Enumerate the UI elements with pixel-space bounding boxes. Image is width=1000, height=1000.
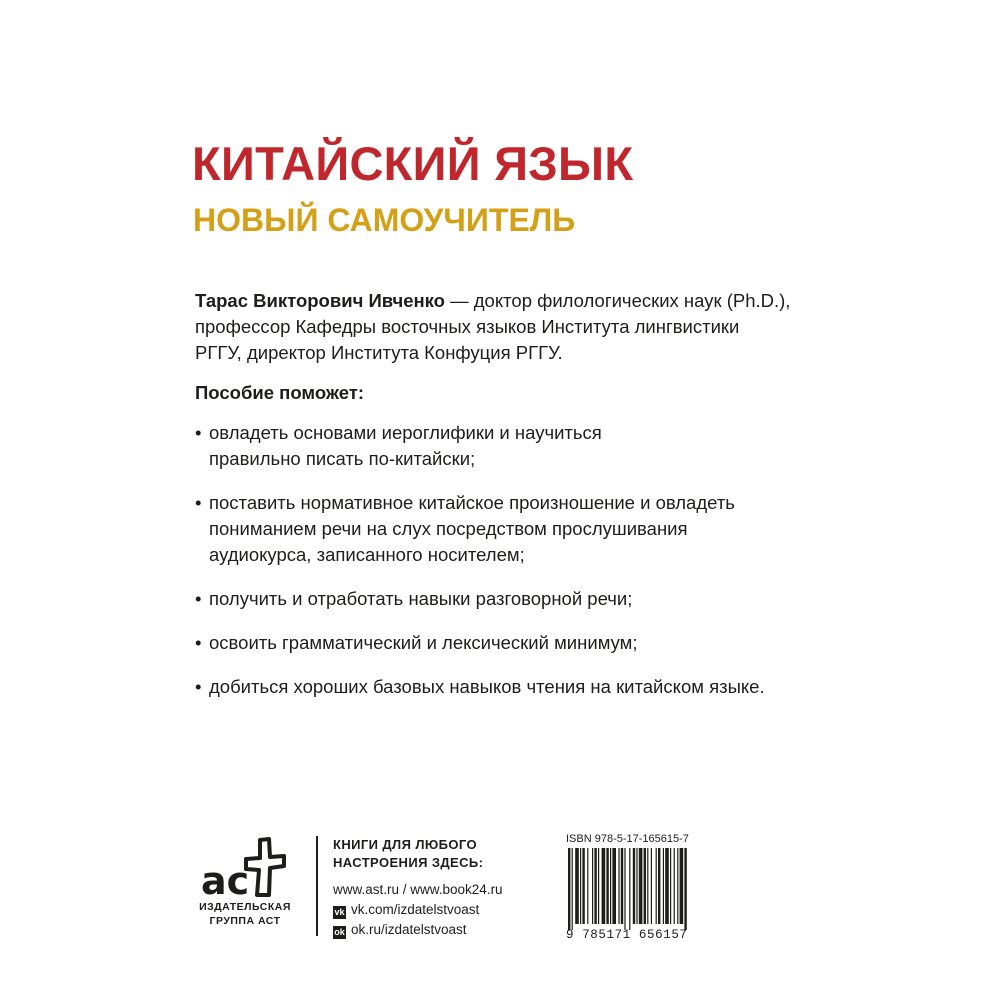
barcode-bar <box>575 848 579 924</box>
barcode-bar <box>618 848 619 924</box>
barcode-bar <box>606 848 608 924</box>
author-bio <box>195 288 835 366</box>
list-item-line: добиться хороших базовых навыков чтения на китайском языке. <box>209 676 765 697</box>
bullet-icon: • <box>195 492 202 513</box>
barcode-bar <box>587 848 588 924</box>
barcode-bar <box>656 848 657 924</box>
barcode-bar <box>677 848 678 924</box>
publisher-logo <box>195 836 295 928</box>
list-item-line: поставить нормативное китайское произношение и овладеть <box>209 492 735 513</box>
list-item-line: аудиокурса, записанного носителем; <box>209 544 525 565</box>
book-title: КИТАЙСКИЙ ЯЗЫК <box>192 137 634 190</box>
barcode-number: 9 785171 656157 <box>566 928 688 942</box>
barcode-bar <box>621 848 623 924</box>
barcode-bar <box>629 848 630 930</box>
barcode-bar <box>651 848 652 924</box>
barcode-bar <box>644 848 646 924</box>
author-bio-line: — доктор филологических наук (Ph.D.), <box>444 290 791 311</box>
barcode-bar <box>572 848 573 930</box>
barcode-bar <box>582 848 584 924</box>
vk-icon: vk <box>334 907 345 917</box>
barcode-bar <box>674 848 675 924</box>
footer-divider <box>316 836 318 936</box>
vk-link-text: vk.com/izdatelstvoast <box>351 902 480 917</box>
vk-link[interactable] <box>333 900 543 920</box>
barcode-bar <box>624 848 625 930</box>
bullet-icon: • <box>195 676 202 697</box>
barcode-bar <box>580 848 581 924</box>
list-item-line: овладеть основами иероглифики и научиться <box>209 422 602 443</box>
barcode-bar <box>680 848 684 924</box>
author-bio-line: профессор Кафедры восточных языков Института лингвистики <box>195 316 740 337</box>
list-item-line: правильно писать по-китайски; <box>209 448 476 469</box>
ok-link[interactable] <box>333 920 543 940</box>
barcode-bar <box>610 848 611 924</box>
barcode-bar <box>636 848 637 924</box>
barcode-bar <box>647 848 648 924</box>
isbn-text: ISBN 978-5-17-165615-7 <box>566 833 689 845</box>
barcode-bar <box>665 848 669 924</box>
author-bio-line: РГГУ, директор Института Конфуция РГГУ. <box>195 342 563 363</box>
isbn-barcode <box>566 832 706 942</box>
bullet-icon: • <box>195 632 202 653</box>
list-item <box>195 490 835 568</box>
svg-text:ac: ac <box>201 859 250 898</box>
barcode-bar <box>684 848 686 930</box>
list-item-line: освоить грамматический и лексический минимум; <box>209 632 638 653</box>
barcode-bar <box>598 848 599 924</box>
websites-link[interactable]: www.ast.ru / www.book24.ru <box>333 882 503 897</box>
author-name: Тарас Викторович Ивченко <box>195 290 445 311</box>
barcode-bar <box>612 848 616 924</box>
barcode-bar <box>658 848 660 924</box>
publisher-caption-line: ГРУППА АСТ <box>209 915 281 927</box>
book-subtitle: НОВЫЙ САМОУЧИТЕЛЬ <box>193 202 576 238</box>
list-item <box>195 586 835 612</box>
barcode-bar <box>602 848 606 924</box>
promo-block <box>333 836 543 940</box>
ok-icon: ok <box>334 927 345 937</box>
list-item-line: пониманием речи на слух посредством прослушивания <box>209 518 688 539</box>
bullet-icon: • <box>195 588 202 609</box>
barcode-bar <box>633 848 635 924</box>
barcode-icon <box>566 848 702 930</box>
barcode-bar <box>568 848 570 930</box>
bullet-icon: • <box>195 422 202 443</box>
ok-link-text: ok.ru/izdatelstvoast <box>351 922 467 937</box>
publisher-caption-line: ИЗДАТЕЛЬСКАЯ <box>199 901 291 913</box>
barcode-bar <box>594 848 596 924</box>
benefits-heading: Пособие поможет: <box>195 382 365 403</box>
benefits-list <box>195 420 835 718</box>
promo-heading-line: КНИГИ ДЛЯ ЛЮБОГО <box>333 837 478 852</box>
list-item-line: получить и отработать навыки разговорной речи; <box>209 588 633 609</box>
barcode-bar <box>639 848 643 924</box>
barcode-bar <box>663 848 664 924</box>
ast-logo-icon <box>199 836 293 898</box>
list-item <box>195 674 835 700</box>
promo-heading-line: НАСТРОЕНИЯ ЗДЕСЬ: <box>333 855 484 870</box>
barcode-bar <box>592 848 593 924</box>
list-item <box>195 420 835 472</box>
barcode-bar <box>670 848 671 924</box>
list-item <box>195 630 835 656</box>
